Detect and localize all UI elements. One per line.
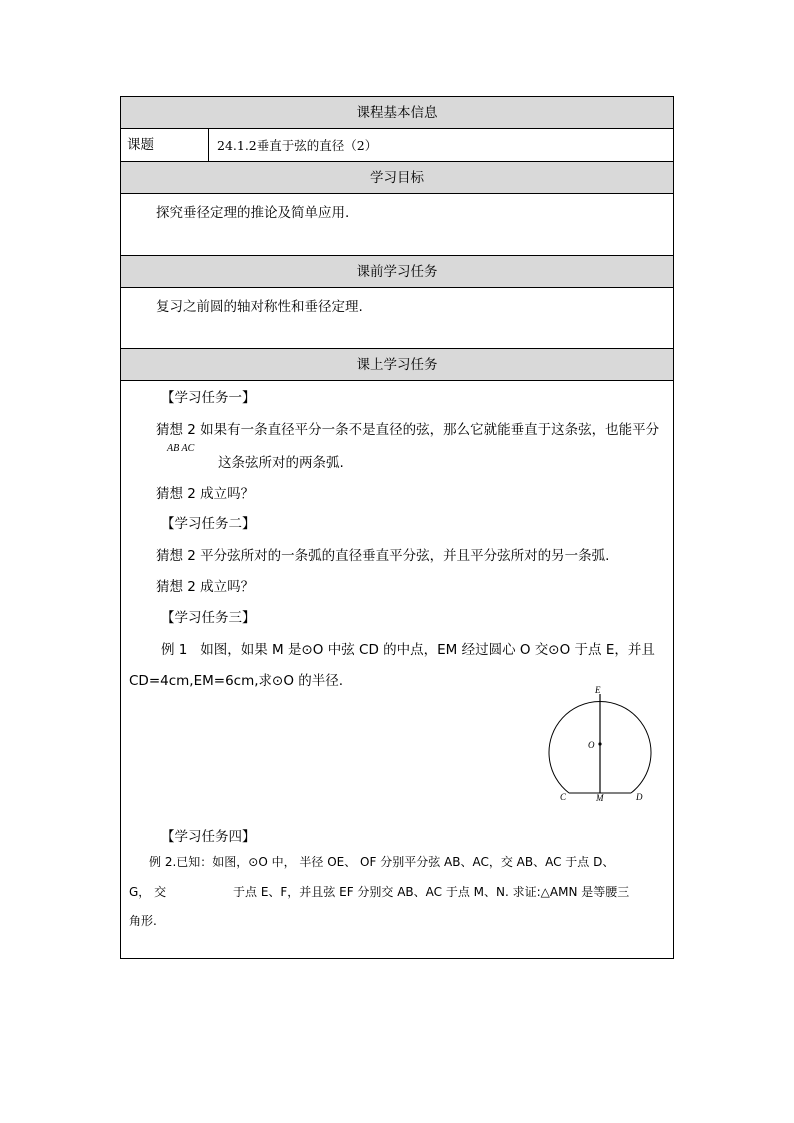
- label-m: M: [596, 793, 604, 801]
- pre-task-content: [121, 288, 673, 349]
- center-point: [598, 742, 601, 745]
- label-e: E: [595, 686, 601, 695]
- section-header-basic-info: [121, 97, 673, 129]
- example1-line2: CD=4cm,EM=6cm,求⊙O 的半径.: [129, 673, 344, 689]
- example2-line2b: 于点 E、F，并且弦 EF 分别交 AB、AC 于点 M、N. 求证:△AMN 是等腰三: [233, 885, 630, 899]
- task2-line1: 猜想 2 平分弦所对的一条弧的直径垂直平分弦，并且平分弦所对的另一条弧.: [156, 548, 610, 564]
- example1-label: 例 1: [161, 642, 188, 658]
- topic-value: 24.1.2垂直于弦的直径（2）: [217, 138, 378, 153]
- example2-line3: 角形.: [129, 914, 157, 928]
- lesson-table: [120, 96, 674, 959]
- task4-tag: 【学习任务四】: [161, 829, 256, 845]
- section-title: 课上学习任务: [356, 357, 438, 373]
- garbled-formula: AB AC: [167, 443, 195, 454]
- section-header-goal: [121, 162, 673, 194]
- section-title: 课程基本信息: [356, 105, 438, 121]
- task2-question: 猜想 2 成立吗？: [156, 579, 255, 595]
- label-c: C: [560, 792, 567, 801]
- example1-line1: [161, 638, 655, 658]
- task1-tag: 【学习任务一】: [161, 390, 256, 406]
- section-header-pre-task: [121, 256, 673, 288]
- goal-text: 探究垂径定理的推论及简单应用.: [156, 205, 350, 221]
- class-task-content: [121, 381, 673, 958]
- task1-line1: 猜想 2 如果有一条直径平分一条不是直径的弦，那么它就能垂直于这条弦，也能平分: [156, 422, 660, 438]
- section-header-class-task: [121, 349, 673, 381]
- task1-line2: 这条弦所对的两条弧.: [218, 455, 344, 471]
- task1-question: 猜想 2 成立吗？: [156, 486, 255, 502]
- topic-label: 课题: [121, 129, 209, 161]
- label-d: D: [636, 792, 643, 801]
- pre-task-text: 复习之前圆的轴对称性和垂径定理.: [156, 299, 363, 315]
- topic-row: [121, 129, 673, 162]
- section-title: 课前学习任务: [356, 264, 438, 280]
- label-o: O: [588, 740, 595, 750]
- task2-tag: 【学习任务二】: [161, 516, 256, 532]
- section-title: 学习目标: [370, 170, 424, 186]
- goal-content: [121, 194, 673, 256]
- example1-text: 如图，如果 M 是⊙O 中弦 CD 的中点，EM 经过圆心 O 交⊙O 于点 E，并且: [200, 642, 655, 658]
- circle-figure: [541, 686, 661, 801]
- example2-line2a: G， 交: [129, 885, 167, 899]
- example2-line1: 例 2.已知：如图，⊙O 中， 半径 OE、 OF 分别平分弦 AB、AC，交 AB、AC 于点 D、: [149, 855, 615, 869]
- task3-tag: 【学习任务三】: [161, 610, 256, 626]
